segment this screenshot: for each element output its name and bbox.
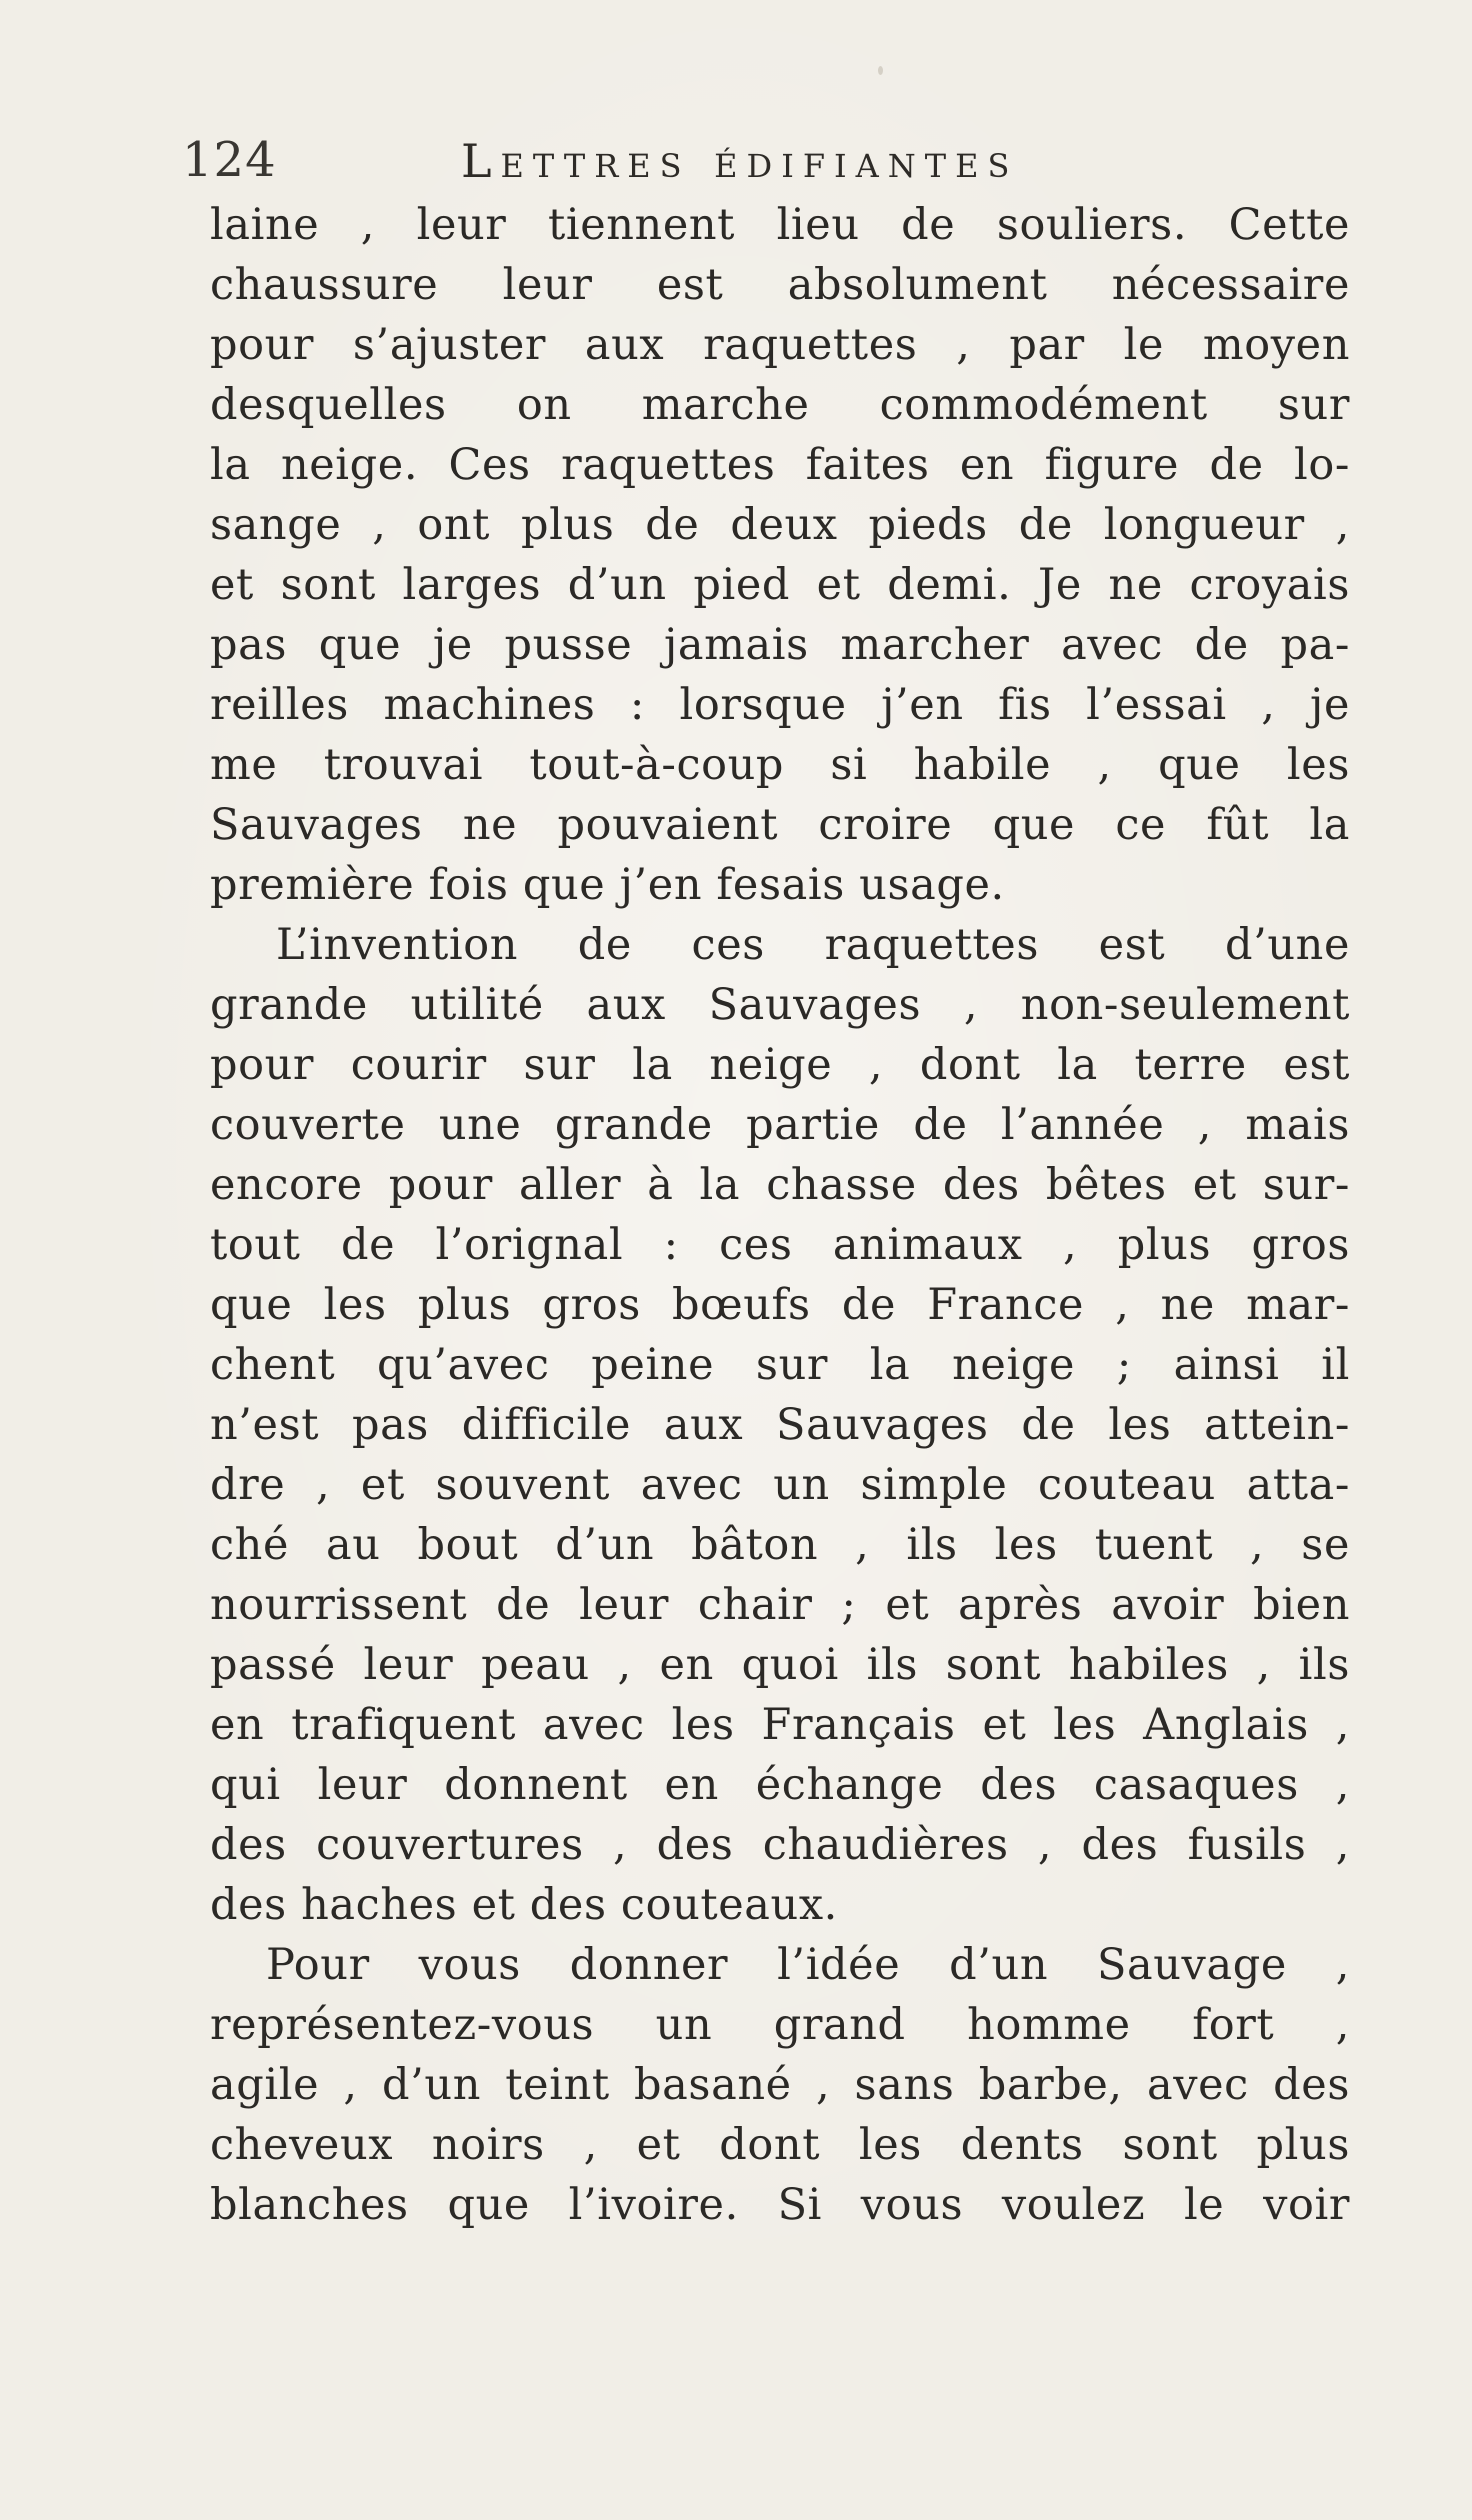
text-line: des couvertures , des chaudières , des fusils , (210, 1820, 1350, 1870)
text-line: desquelles on marche commodément sur (210, 380, 1350, 430)
page-number: 124 (182, 132, 277, 188)
running-title: Lettres édifiantes (461, 134, 1019, 188)
page-header (182, 128, 1302, 188)
text-line: en trafiquent avec les Français et les Anglais , (210, 1700, 1350, 1750)
text-line: blanches que l’ivoire. Si vous voulez le voir (210, 2180, 1350, 2230)
text-line: dre , et souvent avec un simple couteau atta- (210, 1460, 1350, 1510)
paragraph-start-line: Pour vous donner l’idée d’un Sauvage , (266, 1940, 1350, 1990)
text-line: et sont larges d’un pied et demi. Je ne croyais (210, 560, 1350, 610)
text-line: reilles machines : lorsque j’en fis l’essai , je (210, 680, 1350, 730)
paper-speck (878, 66, 883, 75)
text-line: la neige. Ces raquettes faites en figure de lo- (210, 440, 1350, 490)
text-line: pour s’ajuster aux raquettes , par le moyen (210, 320, 1350, 370)
text-line: chent qu’avec peine sur la neige ; ainsi il (210, 1340, 1350, 1390)
text-line: que les plus gros bœufs de France , ne mar- (210, 1280, 1350, 1330)
text-line: pas que je pusse jamais marcher avec de pa- (210, 620, 1350, 670)
text-line: sange , ont plus de deux pieds de longueur , (210, 500, 1350, 550)
text-line: me trouvai tout-à-coup si habile , que les (210, 740, 1350, 790)
text-line: Sauvages ne pouvaient croire que ce fût la (210, 800, 1350, 850)
text-line: tout de l’orignal : ces animaux , plus gros (210, 1220, 1350, 1270)
text-line: grande utilité aux Sauvages , non-seulement (210, 980, 1350, 1030)
text-line: représentez-vous un grand homme fort , (210, 2000, 1350, 2050)
text-line: encore pour aller à la chasse des bêtes et sur- (210, 1160, 1350, 1210)
text-line: chaussure leur est absolument nécessaire (210, 260, 1350, 310)
text-line: pour courir sur la neige , dont la terre est (210, 1040, 1350, 1090)
text-line: ché au bout d’un bâton , ils les tuent , se (210, 1520, 1350, 1570)
text-line: cheveux noirs , et dont les dents sont plus (210, 2120, 1350, 2170)
text-line: laine , leur tiennent lieu de souliers. Cette (210, 200, 1350, 250)
paragraph-end-line: première fois que j’en fesais usage. (210, 860, 1005, 910)
text-line: qui leur donnent en échange des casaques , (210, 1760, 1350, 1810)
text-line: agile , d’un teint basané , sans barbe, avec des (210, 2060, 1350, 2110)
text-line: passé leur peau , en quoi ils sont habiles , ils (210, 1640, 1350, 1690)
paragraph-end-line: des haches et des couteaux. (210, 1880, 838, 1930)
text-line: couverte une grande partie de l’année , mais (210, 1100, 1350, 1150)
text-line: nourrissent de leur chair ; et après avoir bien (210, 1580, 1350, 1630)
paragraph-start-line: L’invention de ces raquettes est d’une (276, 920, 1350, 970)
text-line: n’est pas difficile aux Sauvages de les attein- (210, 1400, 1350, 1450)
